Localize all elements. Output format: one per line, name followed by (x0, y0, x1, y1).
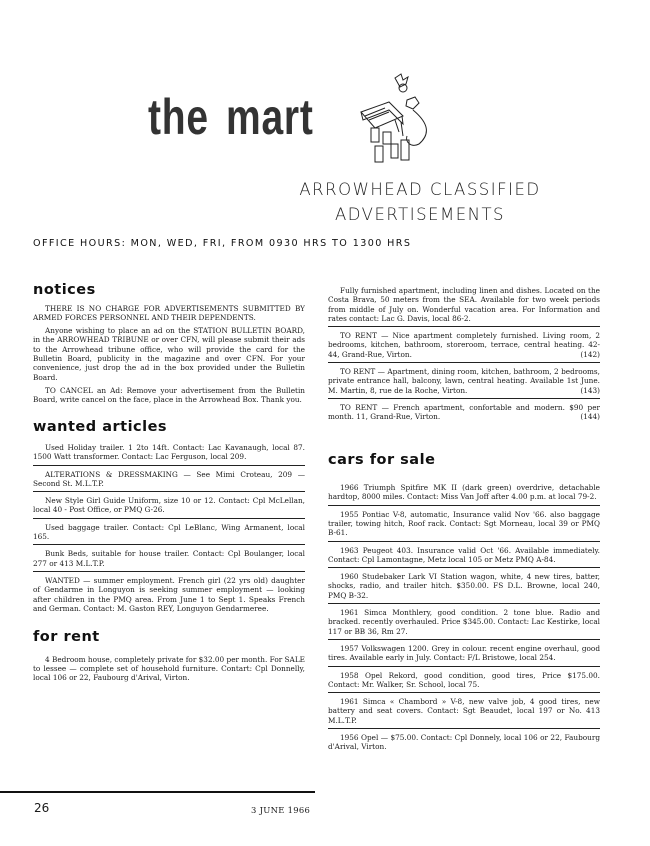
section-title-line1: ARROWHEAD CLASSIFIED (299, 180, 541, 199)
car-ad: 1957 Volkswagen 1200. Grey in colour. recent engine overhaul, good tires. Available early in July. Contact: F/L Bristowe, local 254. (328, 642, 600, 667)
ad-reference-number: (144) (580, 412, 600, 422)
wanted-ad: ALTERATIONS & DRESSMAKING — See Mimi Croteau, 209 — Second St. M.L.T.P. (33, 468, 305, 493)
issue-date: 3 JUNE 1966 (251, 805, 311, 815)
footer-divider (0, 791, 315, 793)
rent-ad (328, 401, 600, 425)
wanted-articles-heading: wanted articles (33, 419, 168, 436)
masthead-word: mart (226, 89, 314, 145)
car-ad: 1961 Simca Monthlery, good condition. 2 tone blue. Radio and bracked. recently overhauled. Price $345.00. Contact: Lac Kestirke, local 117 or BB 36, Rm 27. (328, 606, 600, 640)
mascot-illustration-icon (355, 70, 440, 170)
right-column (328, 284, 600, 757)
wanted-ad: WANTED — summer employment. French girl (22 yrs old) daughter of Gendarme in Longuyon is seeking summer employment — looking after children in the PMQ area. From June 1 to Sept 1. Speaks French and German. Contact: M. Gaston REY, Longuyon Gendarmeree. (33, 575, 305, 613)
notice-paragraph: TO CANCEL an Ad: Remove your advertisement from the Bulletin Board, write cancel on the face, place in the Arrowhead Box. Thank you. (33, 385, 305, 405)
left-column (33, 283, 305, 688)
masthead-word: the (148, 89, 209, 145)
rent-ad (328, 284, 600, 327)
ad-reference-number: (143) (580, 385, 600, 395)
rent-ad (328, 365, 600, 399)
wanted-ad: New Style Girl Guide Uniform, size 10 or 12. Contact: Cpl McLellan, local 40 - Post Office, or PMQ G-26. (33, 494, 305, 519)
notice-paragraph: THERE IS NO CHARGE FOR ADVERTISEMENTS SUBMITTED BY ARMED FORCES PERSONNEL AND THEIR DEPENDENTS. (33, 303, 305, 322)
for-rent-heading: for rent (33, 629, 100, 646)
notices-heading: notices (33, 282, 96, 298)
rent-ad-text: TO RENT — Nice apartment completely furnished. Living room, 2 bedrooms, kitchen, bathroom, storeroom, terrace, central heating. 42-44, Grand-Rue, Virton. (328, 331, 600, 359)
car-ad: 1966 Triumph Spitfire MK II (dark green) overdrive, detachable hardtop, 8000 miles. Contact: Miss Van Joff after 4.00 p.m. at local 79-2. (328, 481, 600, 506)
car-ad: 1958 Opel Rekord, good condition, good tires, Price $175.00. Contact: Mr. Walker, Sr. School, local 75. (328, 669, 600, 694)
rent-ad-text: TO RENT — Apartment, dining room, kitchen, bathroom, 2 bedrooms, private entrance hall, balcony, lawn, central heating. Available 1st June. M. Martin, 8, rue de la Roche, Virton. (328, 367, 600, 395)
car-ad: 1963 Peugeot 403. Insurance valid Oct '66. Available immediately. Contact: Cpl Lamontagne, Metz local 105 or Metz PMQ A-84. (328, 544, 600, 569)
section-title-line2: ADVERTISEMENTS (334, 205, 506, 224)
rent-ad-text: Fully furnished apartment, including linen and dishes. Located on the Costa Brava, 50 meters from the SEA. Available for two week periods from middle of July on. Wonderful vacation area. For Information and rates contact: Lac G. Davis, local 86-2. (328, 286, 600, 323)
rent-ad: 4 Bedroom house, completely private for $32.00 per month. For SALE to lessee — complete set of household furniture. Contart: Cpl Donnelly, local 106 or 22, Faubourg d'Arival, Virton. (33, 654, 305, 683)
ad-reference-number: (142) (580, 349, 600, 359)
wanted-ad: Bunk Beds, suitable for house trailer. Contact: Cpl Boulanger, local 277 or 413 M.L.T.P. (33, 547, 305, 572)
masthead-title (148, 89, 331, 145)
wanted-ad: Used Holiday trailer. 1 2to 14ft. Contact: Lac Kavanaugh, local 87. 1500 Watt transformer. Contact: Lac Ferguson, local 209. (33, 441, 305, 466)
notice-paragraph: Anyone wishing to place an ad on the STATION BULLETIN BOARD, in the ARROWHEAD TRIBUNE or over CFN, will please submit their ads to the Arrowhead tribune office, who will provide the card for the Bulletin Board, publicity in the magazine and over CFN. For your convenience, just drop the ad in the box provided under the Bulletin Board. (33, 326, 305, 382)
office-hours: OFFICE HOURS: MON, WED, FRI, FROM 0930 HRS TO 1300 HRS (33, 238, 412, 249)
rent-ad (328, 329, 600, 363)
wanted-ad: Used baggage trailer. Contact: Cpl LeBlanc, Wing Armanent, local 165. (33, 521, 305, 546)
cars-for-sale-heading: cars for sale (328, 451, 436, 468)
rent-ad-text: TO RENT — French apartment, confortable and modern. $90 per month. 11, Grand-Rue, Virton. (328, 402, 600, 422)
car-ad: 1961 Simca « Chambord » V-8, new valve job, 4 good tires, new battery and seat covers. Contact: Sgt Beaudet, local 197 or No. 413 M.L.T.P. (328, 695, 600, 729)
page-number: 26 (34, 801, 50, 815)
car-ad: 1960 Studebaker Lark VI Station wagon, white, 4 new tires, batter, shocks, radio, and trailer hitch. $350.00. FS D.L. Browne, local 240, PMQ B-32. (328, 570, 600, 604)
car-ad: 1956 Opel — $75.00. Contact: Cpl Donnely, local 106 or 22, Faubourg d'Arival, Virton. (328, 733, 600, 752)
car-ad: 1955 Pontiac V-8, automatic, Insurance valid Nov '66. also baggage trailer, towing hitch, Roof rack. Contact: Sgt Morneau, local 39 or PMQ B-61. (328, 508, 600, 542)
